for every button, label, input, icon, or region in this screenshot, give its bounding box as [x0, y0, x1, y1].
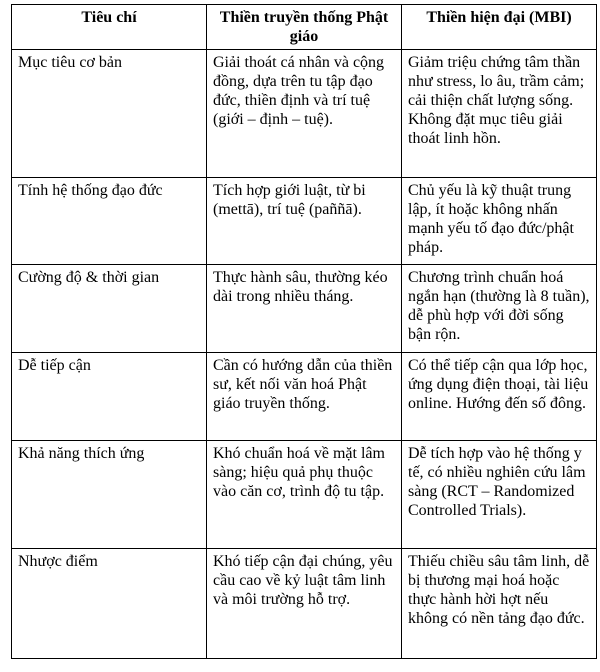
- cell-modern: Thiếu chiều sâu tâm linh, dễ bị thương mại hoá hoặc thực hành hời hợt nếu không có nền tảng đạo đức.: [402, 549, 597, 659]
- table-body: [12, 50, 597, 659]
- table-row: [12, 353, 597, 441]
- cell-traditional: Tích hợp giới luật, từ bi (mettā), trí tuệ (paññā).: [207, 178, 402, 265]
- table-row: [12, 549, 597, 659]
- header-criterion: Tiêu chí: [12, 5, 207, 50]
- cell-modern: Dễ tích hợp vào hệ thống y tế, có nhiều nghiên cứu lâm sàng (RCT – Randomized Controlled Trials).: [402, 441, 597, 549]
- header-traditional: Thiền truyền thống Phật giáo: [207, 5, 402, 50]
- cell-criterion: Nhược điểm: [12, 549, 207, 659]
- cell-traditional: Cần có hướng dẫn của thiền sư, kết nối văn hoá Phật giáo truyền thống.: [207, 353, 402, 441]
- cell-traditional: Khó tiếp cận đại chúng, yêu cầu cao về kỷ luật tâm linh và môi trường hỗ trợ.: [207, 549, 402, 659]
- cell-criterion: Dễ tiếp cận: [12, 353, 207, 441]
- cell-traditional: Giải thoát cá nhân và cộng đồng, dựa trên tu tập đạo đức, thiền định và trí tuệ (giới – định – tuệ).: [207, 50, 402, 178]
- comparison-table: [11, 4, 597, 659]
- cell-modern: Giảm triệu chứng tâm thần như stress, lo âu, trầm cảm; cải thiện chất lượng sống. Không đặt mục tiêu giải thoát linh hồn.: [402, 50, 597, 178]
- table-row: [12, 441, 597, 549]
- cell-criterion: Khả năng thích ứng: [12, 441, 207, 549]
- cell-criterion: Mục tiêu cơ bản: [12, 50, 207, 178]
- cell-modern: Chương trình chuẩn hoá ngắn hạn (thường là 8 tuần), dễ phù hợp với đời sống bận rộn.: [402, 265, 597, 353]
- table-row: [12, 265, 597, 353]
- table-row: [12, 50, 597, 178]
- header-modern: Thiền hiện đại (MBI): [402, 5, 597, 50]
- cell-traditional: Thực hành sâu, thường kéo dài trong nhiều tháng.: [207, 265, 402, 353]
- cell-criterion: Tính hệ thống đạo đức: [12, 178, 207, 265]
- cell-traditional: Khó chuẩn hoá về mặt lâm sàng; hiệu quả phụ thuộc vào căn cơ, trình độ tu tập.: [207, 441, 402, 549]
- cell-criterion: Cường độ & thời gian: [12, 265, 207, 353]
- header-row: [12, 5, 597, 50]
- table-header: [12, 5, 597, 50]
- table-row: [12, 178, 597, 265]
- cell-modern: Chủ yếu là kỹ thuật trung lập, ít hoặc không nhấn mạnh yếu tố đạo đức/phật pháp.: [402, 178, 597, 265]
- cell-modern: Có thể tiếp cận qua lớp học, ứng dụng điện thoại, tài liệu online. Hướng đến số đông.: [402, 353, 597, 441]
